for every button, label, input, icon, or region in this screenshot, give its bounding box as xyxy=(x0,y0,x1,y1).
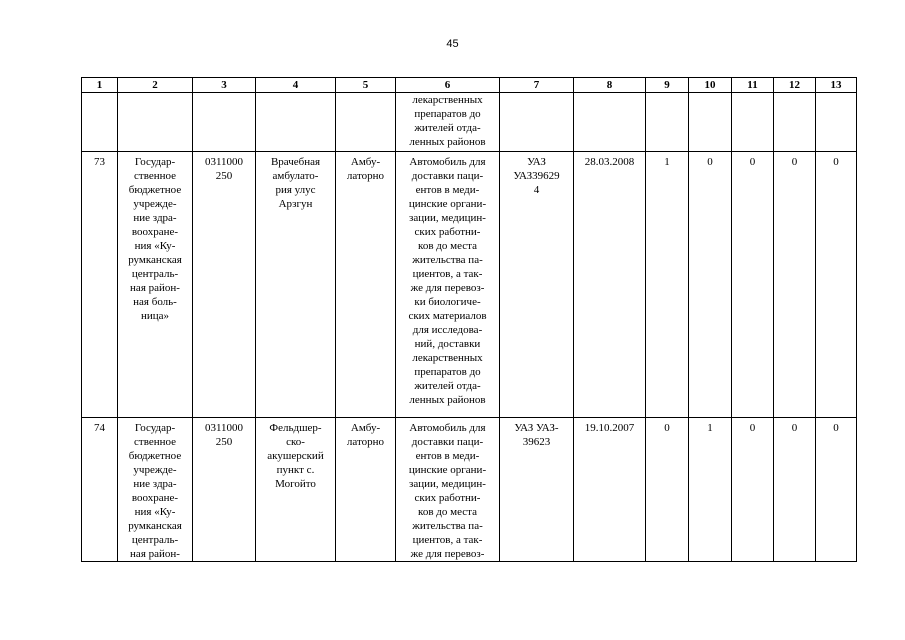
cell-vehicle-model: УАЗ УАЗ39629 4 xyxy=(500,152,574,418)
table-cell: лекарственных препаратов до жителей отда- ленных районов xyxy=(396,93,500,152)
header-row xyxy=(82,78,857,93)
table-cell xyxy=(193,93,256,152)
header-col-9: 9 xyxy=(646,78,689,93)
cell-col-9: 0 xyxy=(646,418,689,562)
table-cell xyxy=(118,93,193,152)
table-cell xyxy=(732,93,774,152)
header-col-3: 3 xyxy=(193,78,256,93)
cell-facility: Фельдшер- ско- акушерский пункт с. Могойто xyxy=(256,418,336,562)
cell-organization: Государ- ственное бюджетное учрежде- ние здра- воохране- ния «Ку- румканская централь- ная район- ная боль- ница» xyxy=(118,152,193,418)
cell-col-11: 0 xyxy=(732,418,774,562)
cell-facility: Врачебная амбулато- рия улус Арзгун xyxy=(256,152,336,418)
table-cell xyxy=(574,93,646,152)
cell-col-11: 0 xyxy=(732,152,774,418)
header-col-5: 5 xyxy=(336,78,396,93)
table-cell xyxy=(816,93,857,152)
header-col-11: 11 xyxy=(732,78,774,93)
cell-row-number: 74 xyxy=(82,418,118,562)
table-cell xyxy=(646,93,689,152)
cell-date: 19.10.2007 xyxy=(574,418,646,562)
page-number: 45 xyxy=(446,38,459,50)
cell-col-10: 1 xyxy=(689,418,732,562)
cell-organization: Государ- ственное бюджетное учрежде- ние здра- воохране- ния «Ку- румканская централь- ная район- xyxy=(118,418,193,562)
table-row-73 xyxy=(82,152,857,418)
table-cell xyxy=(336,93,396,152)
table-cell xyxy=(774,93,816,152)
vehicle-table xyxy=(81,77,857,562)
cell-code: 0311000 250 xyxy=(193,418,256,562)
header-col-13: 13 xyxy=(816,78,857,93)
header-col-4: 4 xyxy=(256,78,336,93)
cell-col-13: 0 xyxy=(816,152,857,418)
cell-row-number: 73 xyxy=(82,152,118,418)
header-col-12: 12 xyxy=(774,78,816,93)
cell-care-type: Амбу- латорно xyxy=(336,418,396,562)
table-cell xyxy=(82,93,118,152)
header-col-1: 1 xyxy=(82,78,118,93)
cell-col-10: 0 xyxy=(689,152,732,418)
table-cell xyxy=(256,93,336,152)
cell-col-12: 0 xyxy=(774,418,816,562)
cell-date: 28.03.2008 xyxy=(574,152,646,418)
cell-care-type: Амбу- латорно xyxy=(336,152,396,418)
header-col-7: 7 xyxy=(500,78,574,93)
cell-vehicle-purpose: Автомобиль для доставки паци- ентов в меди- цинские органи- зации, медицин- ских работни- ков до места жительства па- циентов, а так- же для перевоз- xyxy=(396,418,500,562)
table-cell xyxy=(500,93,574,152)
header-col-8: 8 xyxy=(574,78,646,93)
table-row-continuation xyxy=(82,93,857,152)
cell-code: 0311000 250 xyxy=(193,152,256,418)
table-cell xyxy=(689,93,732,152)
header-col-2: 2 xyxy=(118,78,193,93)
header-col-10: 10 xyxy=(689,78,732,93)
table-row-74 xyxy=(82,418,857,562)
cell-vehicle-purpose: Автомобиль для доставки паци- ентов в меди- цинские органи- зации, медицин- ских работни- ков до места жительства па- циентов, а так- же для перевоз- ки биологиче- ских материалов для исследова- ний, доставки лекарственных препаратов до жителей отда- ленных районов xyxy=(396,152,500,418)
header-col-6: 6 xyxy=(396,78,500,93)
cell-vehicle-model: УАЗ УАЗ- 39623 xyxy=(500,418,574,562)
cell-col-12: 0 xyxy=(774,152,816,418)
cell-col-13: 0 xyxy=(816,418,857,562)
cell-col-9: 1 xyxy=(646,152,689,418)
